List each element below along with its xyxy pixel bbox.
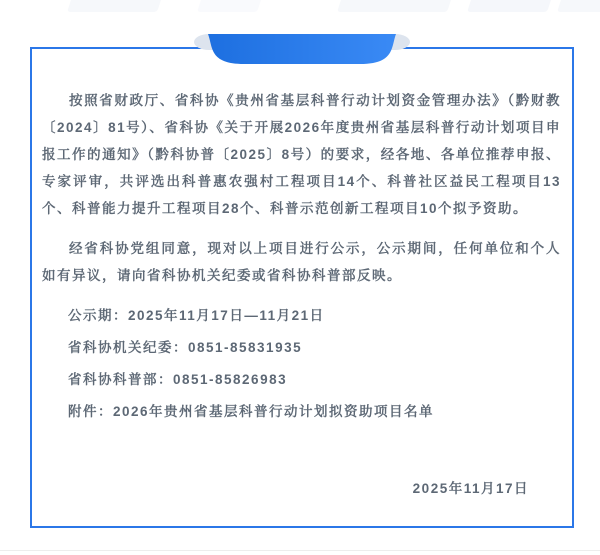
ribbon-decoration xyxy=(194,34,410,66)
discipline-committee-phone: 省科协机关纪委：0851-85831935 xyxy=(68,340,303,355)
attachment-title: 附件：2026年贵州省基层科普行动计划拟资助项目名单 xyxy=(68,404,435,419)
pattern-shape xyxy=(337,0,453,12)
science-dept-phone: 省科协科普部：0851-85826983 xyxy=(68,372,288,387)
notice-content xyxy=(32,49,572,502)
notice-paragraph-2: 经省科协党组同意，现对以上项目进行公示，公示期间，任何单位和个人如有异议，请向省科协机关纪委或省科协科普部反映。 xyxy=(42,241,561,283)
pattern-shape xyxy=(67,0,163,12)
pattern-shape xyxy=(197,0,263,12)
bottom-divider xyxy=(0,550,600,551)
pattern-shape xyxy=(557,0,600,12)
background-pattern xyxy=(0,0,600,14)
notice-card xyxy=(30,47,574,528)
notice-date: 2025年11月17日 xyxy=(412,481,529,496)
pattern-shape xyxy=(467,0,553,12)
publicity-period: 公示期：2025年11月17日—11月21日 xyxy=(68,308,325,323)
ribbon-body xyxy=(208,34,396,64)
notice-paragraph-1: 按照省财政厅、省科协《贵州省基层科普行动计划资金管理办法》（黔财教〔2024〕81号）、省科协《关于开展2026年度贵州省基层科普行动计划项目申报工作的通知》（黔科协普〔2025〕8号）的要求，经各地、各单位推荐申报、专家评审，共评选出科普惠农强村工程项目14个、科普社区益民工程项目13个、科普能力提升工程项目28个、科普示范创新工程项目10个拟予资助。 xyxy=(42,93,561,216)
